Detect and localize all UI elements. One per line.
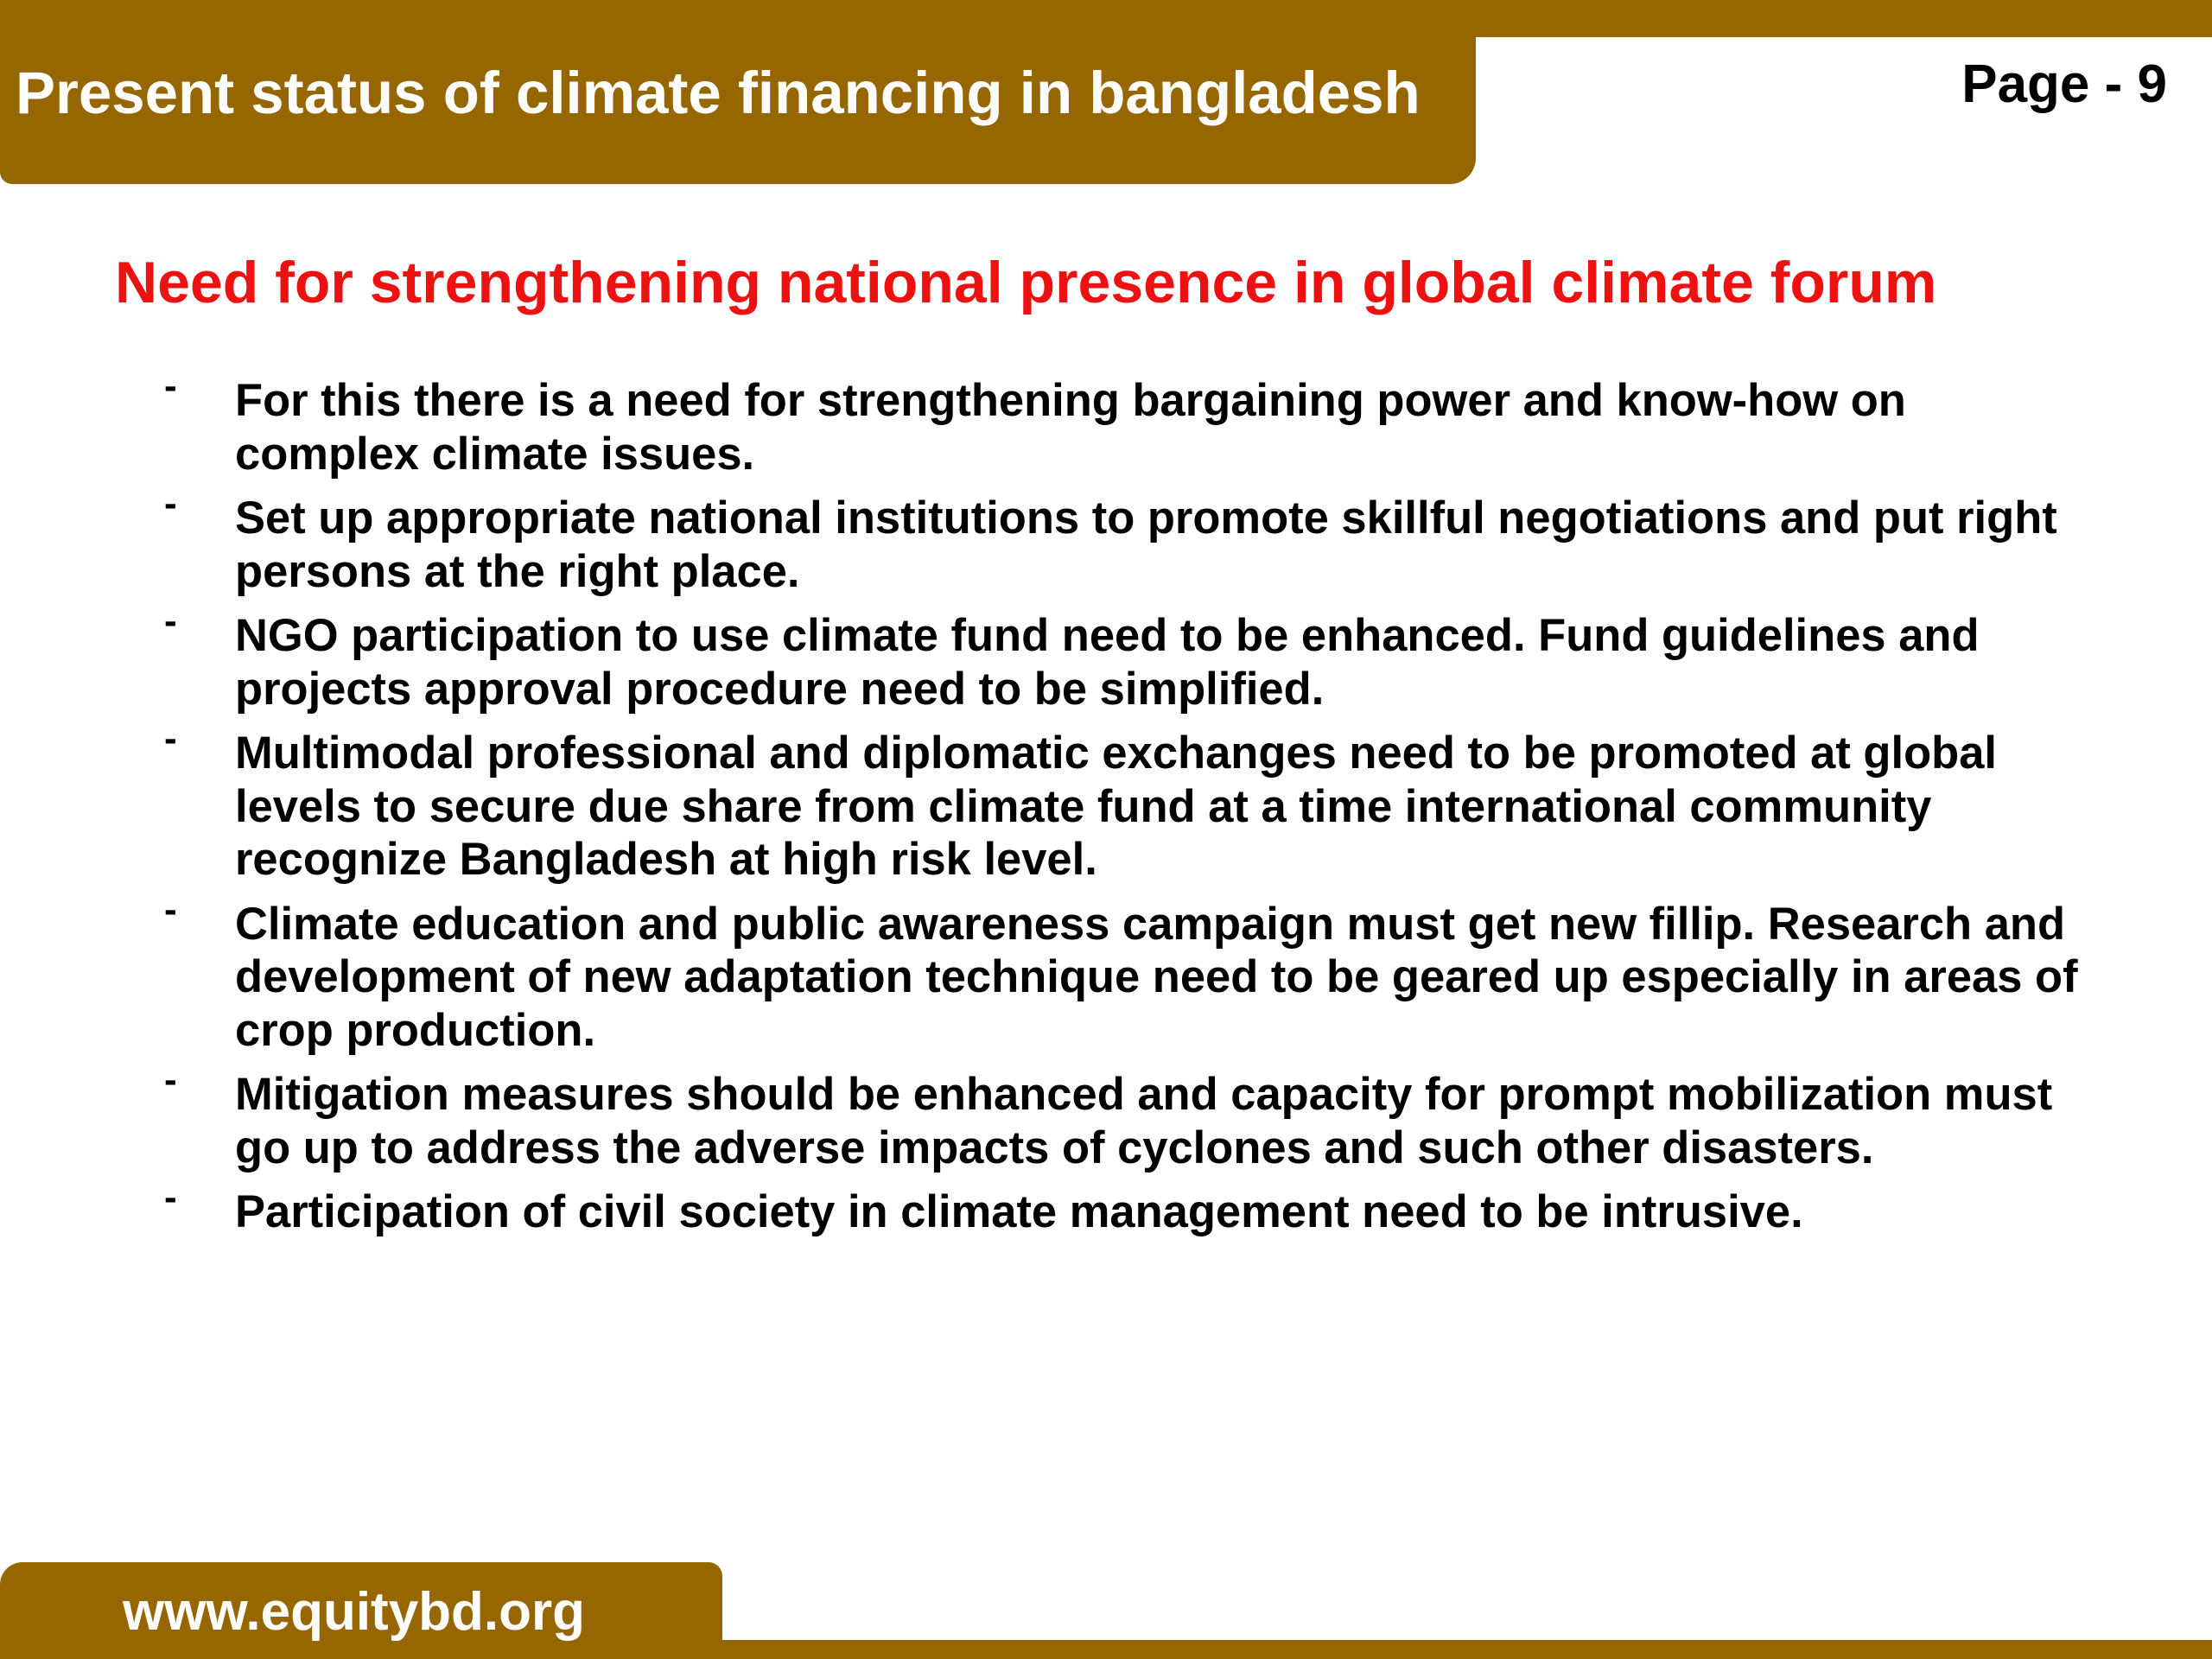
list-item (0, 482, 2084, 598)
footer-url: www.equitybd.org (123, 1582, 586, 1642)
bullet-text: NGO participation to use climate fund need to be enhanced. Fund guidelines and projects approval procedure need to be simplified. (235, 610, 1980, 715)
list-item (0, 1058, 2084, 1174)
bullet-text: Mitigation measures should be enhanced and capacity for prompt mobilization must go up to address the adverse impacts of cyclones and such other disasters. (235, 1069, 2053, 1173)
dash-bullet-icon: - (164, 365, 177, 407)
bullet-text: For this there is a need for strengthening bargaining power and know-how on complex climate issues. (235, 375, 1906, 480)
bullet-text: Climate education and public awareness campaign must get new fillip. Research and development of new adaptation technique need to be geared up especially in areas of crop production. (235, 898, 2078, 1056)
dash-bullet-icon: - (164, 482, 177, 524)
page-number: Page - 9 (1961, 54, 2167, 114)
bullet-text: Set up appropriate national institutions to promote skillful negotiations and put right persons at the right place. (235, 493, 2057, 597)
slide-title: Present status of climate financing in bangladesh (16, 60, 1421, 126)
bullet-list (0, 365, 2212, 1250)
dash-bullet-icon: - (164, 717, 177, 760)
section-subtitle: Need for strengthening national presence in global climate forum (115, 250, 1937, 315)
dash-bullet-icon: - (164, 1176, 177, 1218)
dash-bullet-icon: - (164, 1058, 177, 1101)
list-item (0, 1176, 2084, 1239)
dash-bullet-icon: - (164, 600, 177, 642)
dash-bullet-icon: - (164, 887, 177, 931)
list-item (0, 365, 2084, 480)
list-item (0, 887, 2084, 1058)
list-item (0, 717, 2084, 887)
bullet-text: Participation of civil society in climate management need to be intrusive. (235, 1186, 1803, 1237)
bullet-text: Multimodal professional and diplomatic exchanges need to be promoted at global levels to secure due share from climate fund at a time international community recognize Bangladesh at high risk level. (235, 728, 1998, 885)
list-item (0, 600, 2084, 715)
